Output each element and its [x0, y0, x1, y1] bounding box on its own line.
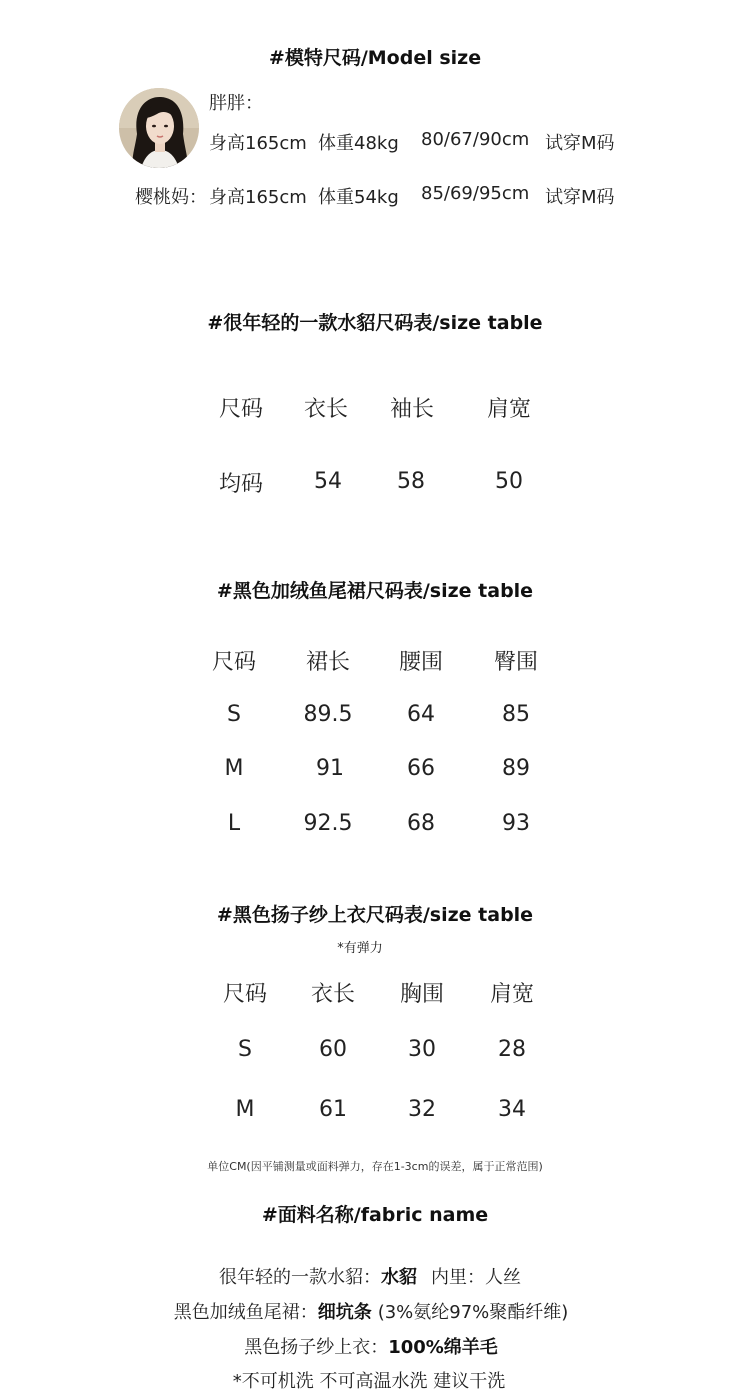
avatar-portrait-icon: [119, 88, 199, 168]
fabric-line-top: [244, 1333, 498, 1359]
table2-cell: 66: [407, 756, 435, 781]
table1-heading: #很年轻的一款水貂尺码表/size table: [207, 312, 543, 334]
table3-cell: 32: [408, 1097, 436, 1122]
table3-elastic-note: *有弹力: [337, 941, 383, 956]
fabric-value: 100%绵羊毛: [388, 1337, 498, 1358]
table2-cell: 92.5: [303, 811, 353, 836]
fabric-extra: 内里：人丝: [431, 1267, 521, 1288]
table2-header: 腰围: [398, 650, 444, 675]
table1-header: 衣长: [303, 397, 349, 422]
table2-header: 裙长: [305, 650, 351, 675]
model-2-name: 樱桃妈：: [135, 187, 207, 208]
fabric-line-skirt: [174, 1298, 569, 1324]
model-1-measurements: 80/67/90cm: [421, 129, 530, 150]
model-2-weight: 体重54kg: [318, 187, 399, 208]
unit-note: 单位CM(因平铺测量或面料弹力，存在1-3cm的误差，属于正常范围): [207, 1160, 543, 1173]
table2-cell: 93: [502, 811, 530, 836]
table2-cell: 64: [407, 702, 435, 727]
table1-cell: 54: [314, 469, 342, 494]
table3-cell: 28: [498, 1037, 526, 1062]
fabric-label: 很年轻的一款水貂：: [219, 1267, 381, 1288]
table3-cell: 60: [319, 1037, 347, 1062]
fabric-label: 黑色加绒鱼尾裙：: [173, 1302, 318, 1323]
model-avatar: [119, 88, 199, 168]
fabric-line-mink: [219, 1263, 521, 1289]
table3-header: 尺码: [222, 982, 268, 1007]
table2-cell: 89: [502, 756, 530, 781]
model-2-tried-size: 试穿M码: [545, 187, 615, 208]
fabric-value: 细坑条: [317, 1302, 372, 1323]
model-1-tried-size: 试穿M码: [545, 133, 615, 154]
table2-cell: 68: [407, 811, 435, 836]
model-2-measurements: 85/69/95cm: [421, 183, 530, 204]
table2-cell: M: [224, 756, 244, 781]
table2-cell: 89.5: [303, 702, 353, 727]
table1-header: 肩宽: [486, 397, 532, 422]
model-1-height: 身高165cm: [209, 133, 307, 154]
table3-cell: M: [235, 1097, 255, 1122]
model-size-heading: #模特尺码/Model size: [268, 47, 482, 69]
fabric-extra: (3%氨纶97%聚酯纤维): [377, 1302, 569, 1323]
fabric-heading: #面料名称/fabric name: [261, 1204, 489, 1226]
table3-cell: S: [238, 1037, 252, 1062]
model-1-weight: 体重48kg: [318, 133, 399, 154]
model-1-name: 胖胖：: [209, 93, 263, 114]
table3-header: 肩宽: [489, 982, 535, 1007]
table2-header: 臀围: [493, 650, 539, 675]
model-2-height: 身高165cm: [209, 187, 307, 208]
table2-cell: 85: [502, 702, 530, 727]
fabric-value: 水貂: [381, 1267, 417, 1288]
care-instructions: *不可机洗 不可高温水洗 建议干洗: [232, 1371, 506, 1392]
table2-cell: L: [227, 811, 241, 836]
table3-header: 衣长: [310, 982, 356, 1007]
table1-header: 尺码: [218, 397, 264, 422]
table2-cell: S: [227, 702, 241, 727]
table3-heading: #黑色扬子纱上衣尺码表/size table: [216, 904, 534, 926]
table1-header: 袖长: [389, 397, 435, 422]
table3-cell: 61: [319, 1097, 347, 1122]
table1-cell: 58: [397, 469, 425, 494]
table3-cell: 30: [408, 1037, 436, 1062]
table3-cell: 34: [498, 1097, 526, 1122]
table1-cell: 均码: [218, 472, 264, 497]
table3-header: 胸围: [399, 982, 445, 1007]
table1-cell: 50: [495, 469, 523, 494]
table2-header: 尺码: [211, 650, 257, 675]
fabric-label: 黑色扬子纱上衣：: [244, 1337, 389, 1358]
table2-heading: #黑色加绒鱼尾裙尺码表/size table: [216, 580, 534, 602]
table2-cell: 91: [316, 756, 344, 781]
